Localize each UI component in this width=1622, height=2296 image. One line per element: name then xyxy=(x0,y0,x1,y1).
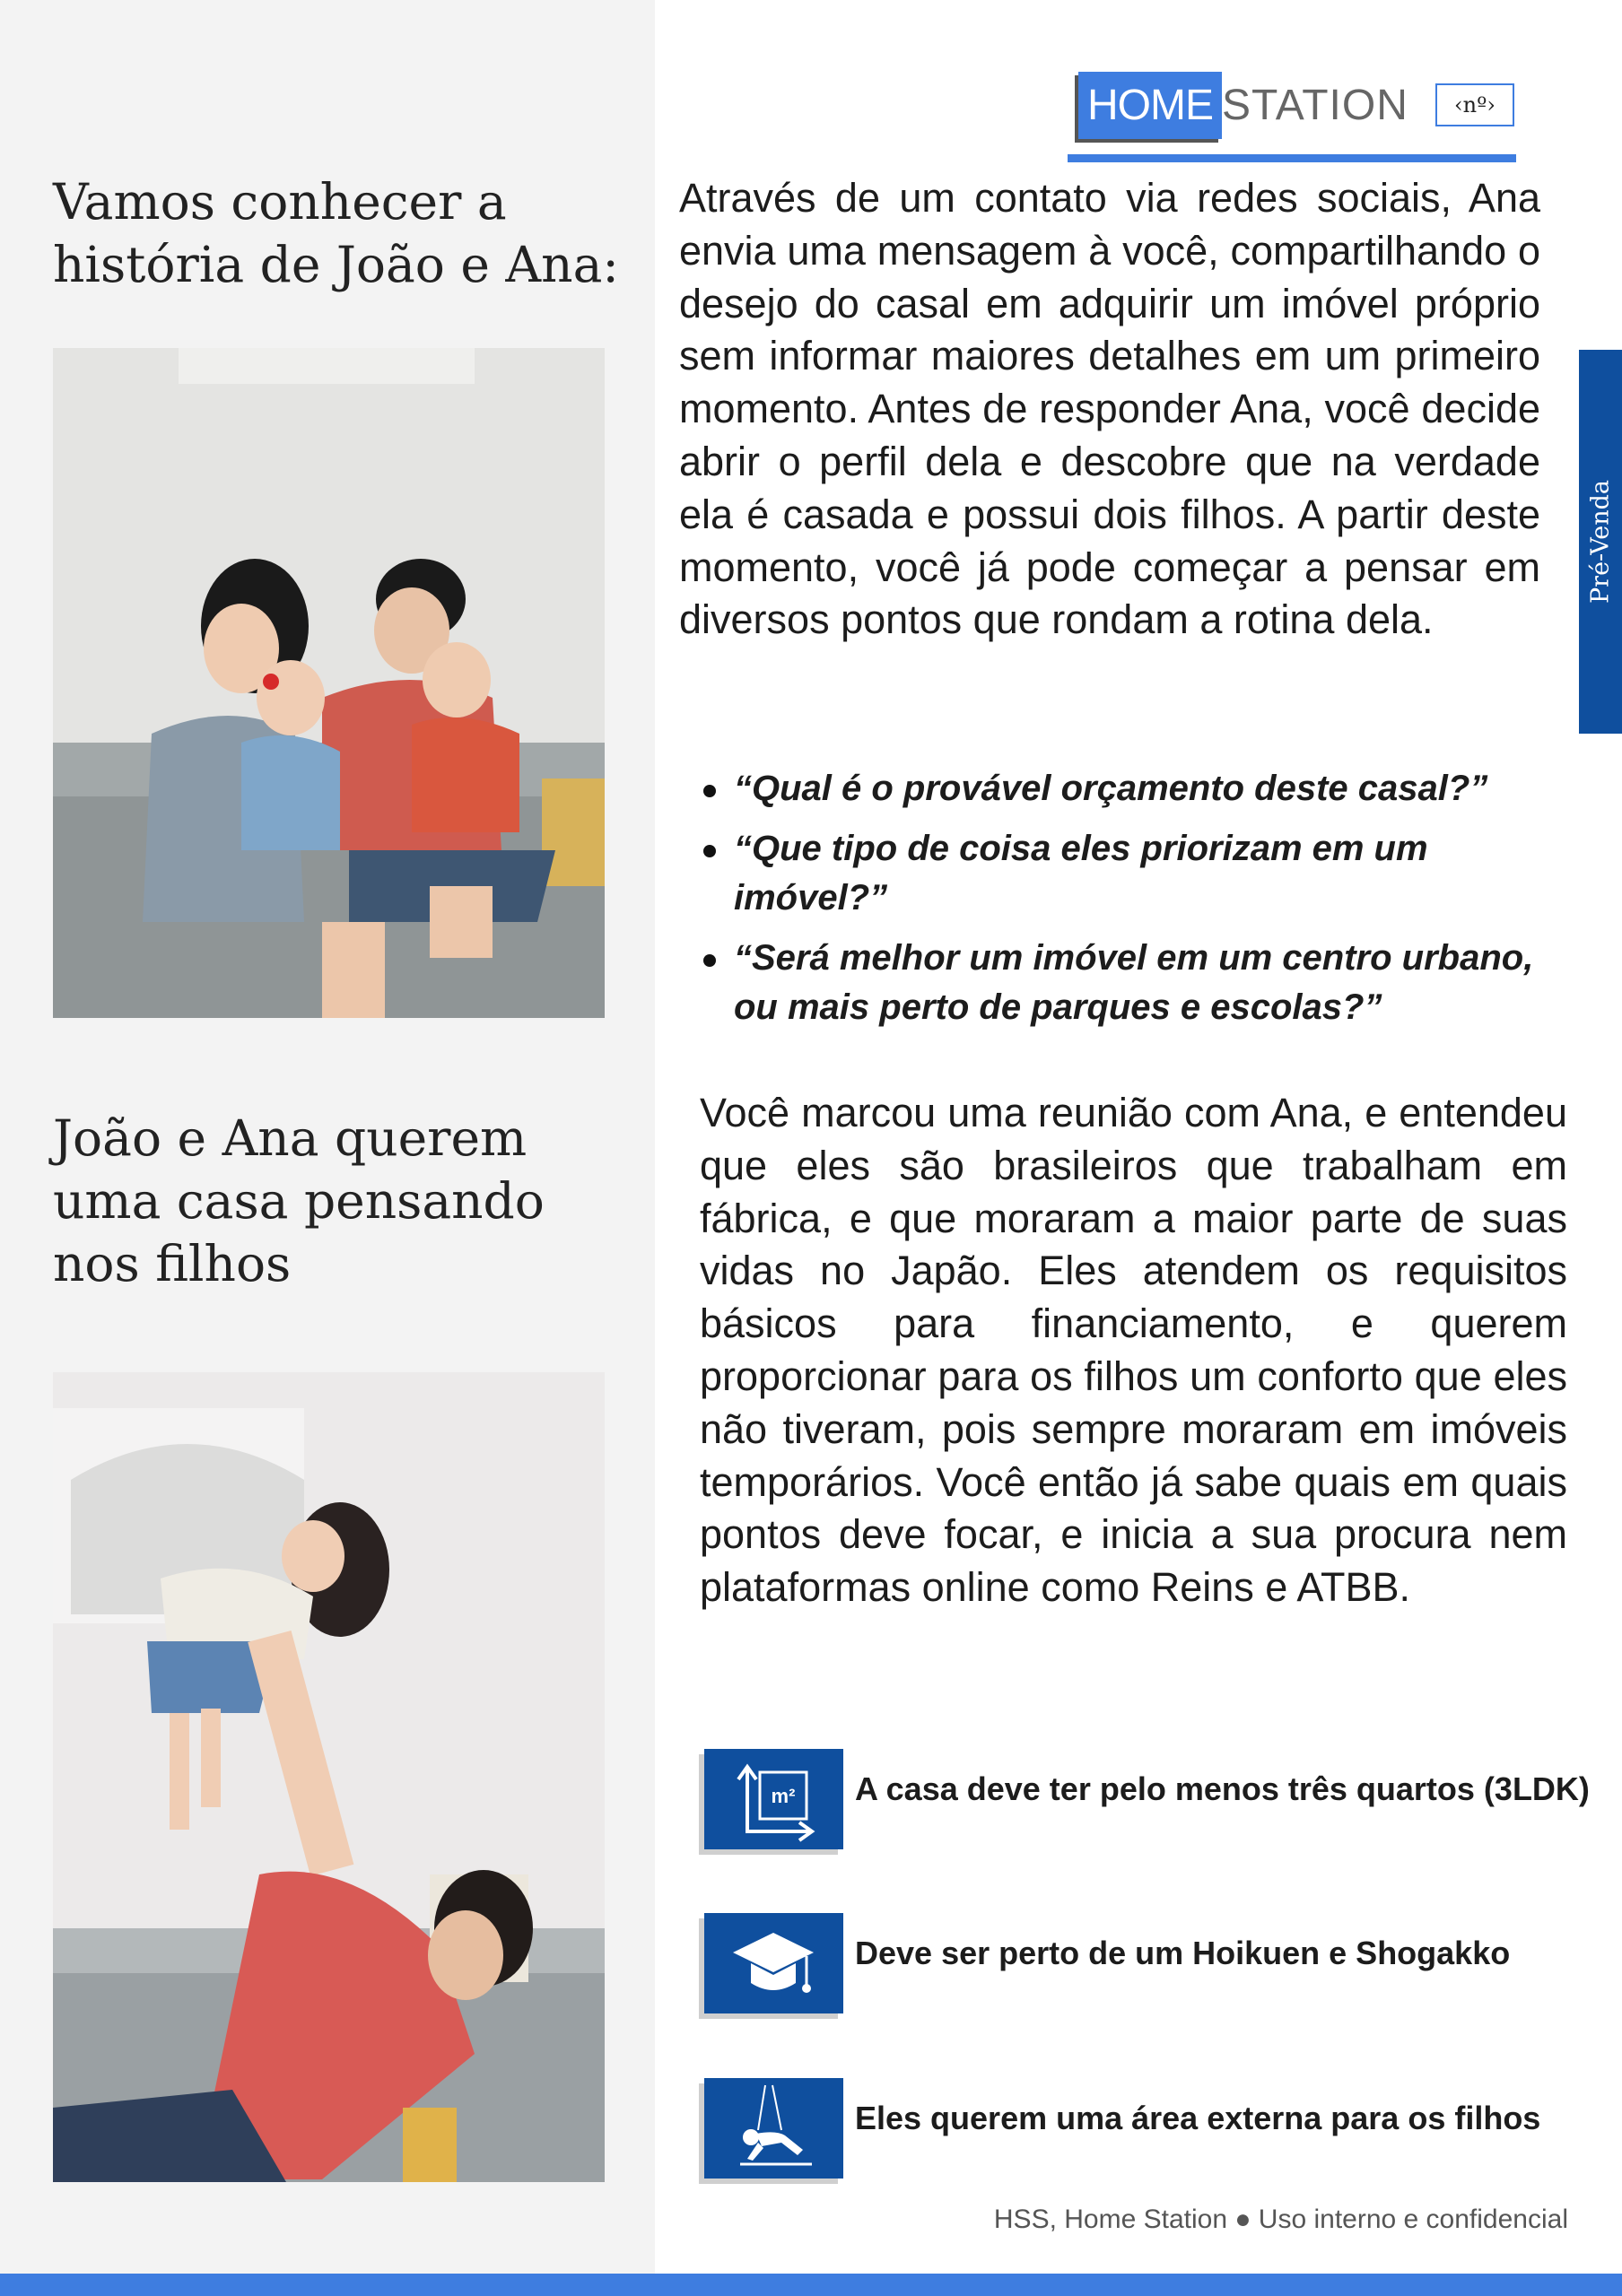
feature-text: Eles querem uma área externa para os filhos xyxy=(855,2100,1541,2136)
feature-row-school xyxy=(704,1913,1583,2016)
story-heading: Vamos conhecer a história de João e Ana: xyxy=(53,173,619,293)
confidential-footer: HSS, Home Station ● Uso interno e confidencial xyxy=(993,2205,1568,2234)
father-child-photo xyxy=(53,1372,605,2182)
meeting-paragraph: Você marcou uma reunião com Ana, e entendeu que eles são brasileiros que trabalham em fábrica, e que moraram a maior parte de suas vidas no Japão. Eles atendem os requisitos básicos para financiamento, e querem proporcionar para os filhos um conforto que eles não tiveram, pois sempre moraram em imóveis temporários. Você então já sabe quais em quais pontos deve focar, e inicia a sua procura nem plataformas online como Reins e ATBB. xyxy=(700,1090,1567,1611)
graduation-cap-icon xyxy=(704,1913,843,2013)
feature-text: A casa deve ter pelo menos três quartos (3LDK) xyxy=(855,1770,1590,1807)
question-list xyxy=(700,764,1557,1043)
feature-text: Deve ser perto de um Hoikuen e Shogakko xyxy=(855,1935,1511,1971)
bottom-accent-bar xyxy=(0,2274,1622,2296)
family-goal-heading: João e Ana querem uma casa pensando nos filhos xyxy=(53,1109,545,1292)
area-m2-icon xyxy=(704,1749,843,1849)
question-item: “Qual é o provável orçamento deste casal?” xyxy=(700,764,1557,813)
area-m2-icon-text: m² xyxy=(771,1785,796,1807)
family-photo xyxy=(53,348,605,1018)
intro-paragraph: Através de um contato via redes sociais, Ana envia uma mensagem à você, compartilhando o desejo do casal em adquirir um imóvel próprio sem informar maiores detalhes em um primeiro momento. Antes de responder Ana, você decide abrir o perfil dela e descobre que na verdade ela é casada e possui dois filhos. A partir deste momento, você já pode começar a pensar em diversos pontos que rondam a rotina dela. xyxy=(679,175,1540,643)
logo-station-text: STATION xyxy=(1222,82,1408,129)
logo-underline xyxy=(1068,154,1516,162)
swing-icon xyxy=(704,2078,843,2179)
page-number-badge: ‹nº› xyxy=(1435,83,1514,126)
logo-home-block: HOME xyxy=(1078,72,1222,139)
section-side-tab-label: Pré-Venda xyxy=(1586,480,1615,604)
feature-row-outdoor xyxy=(704,2078,1583,2181)
question-item: “Que tipo de coisa eles priorizam em um imóvel?” xyxy=(700,824,1557,923)
feature-row-bedrooms xyxy=(704,1749,1590,1852)
section-side-tab xyxy=(1579,350,1622,734)
question-item: “Será melhor um imóvel em um centro urbano, ou mais perto de parques e escolas?” xyxy=(700,934,1557,1032)
